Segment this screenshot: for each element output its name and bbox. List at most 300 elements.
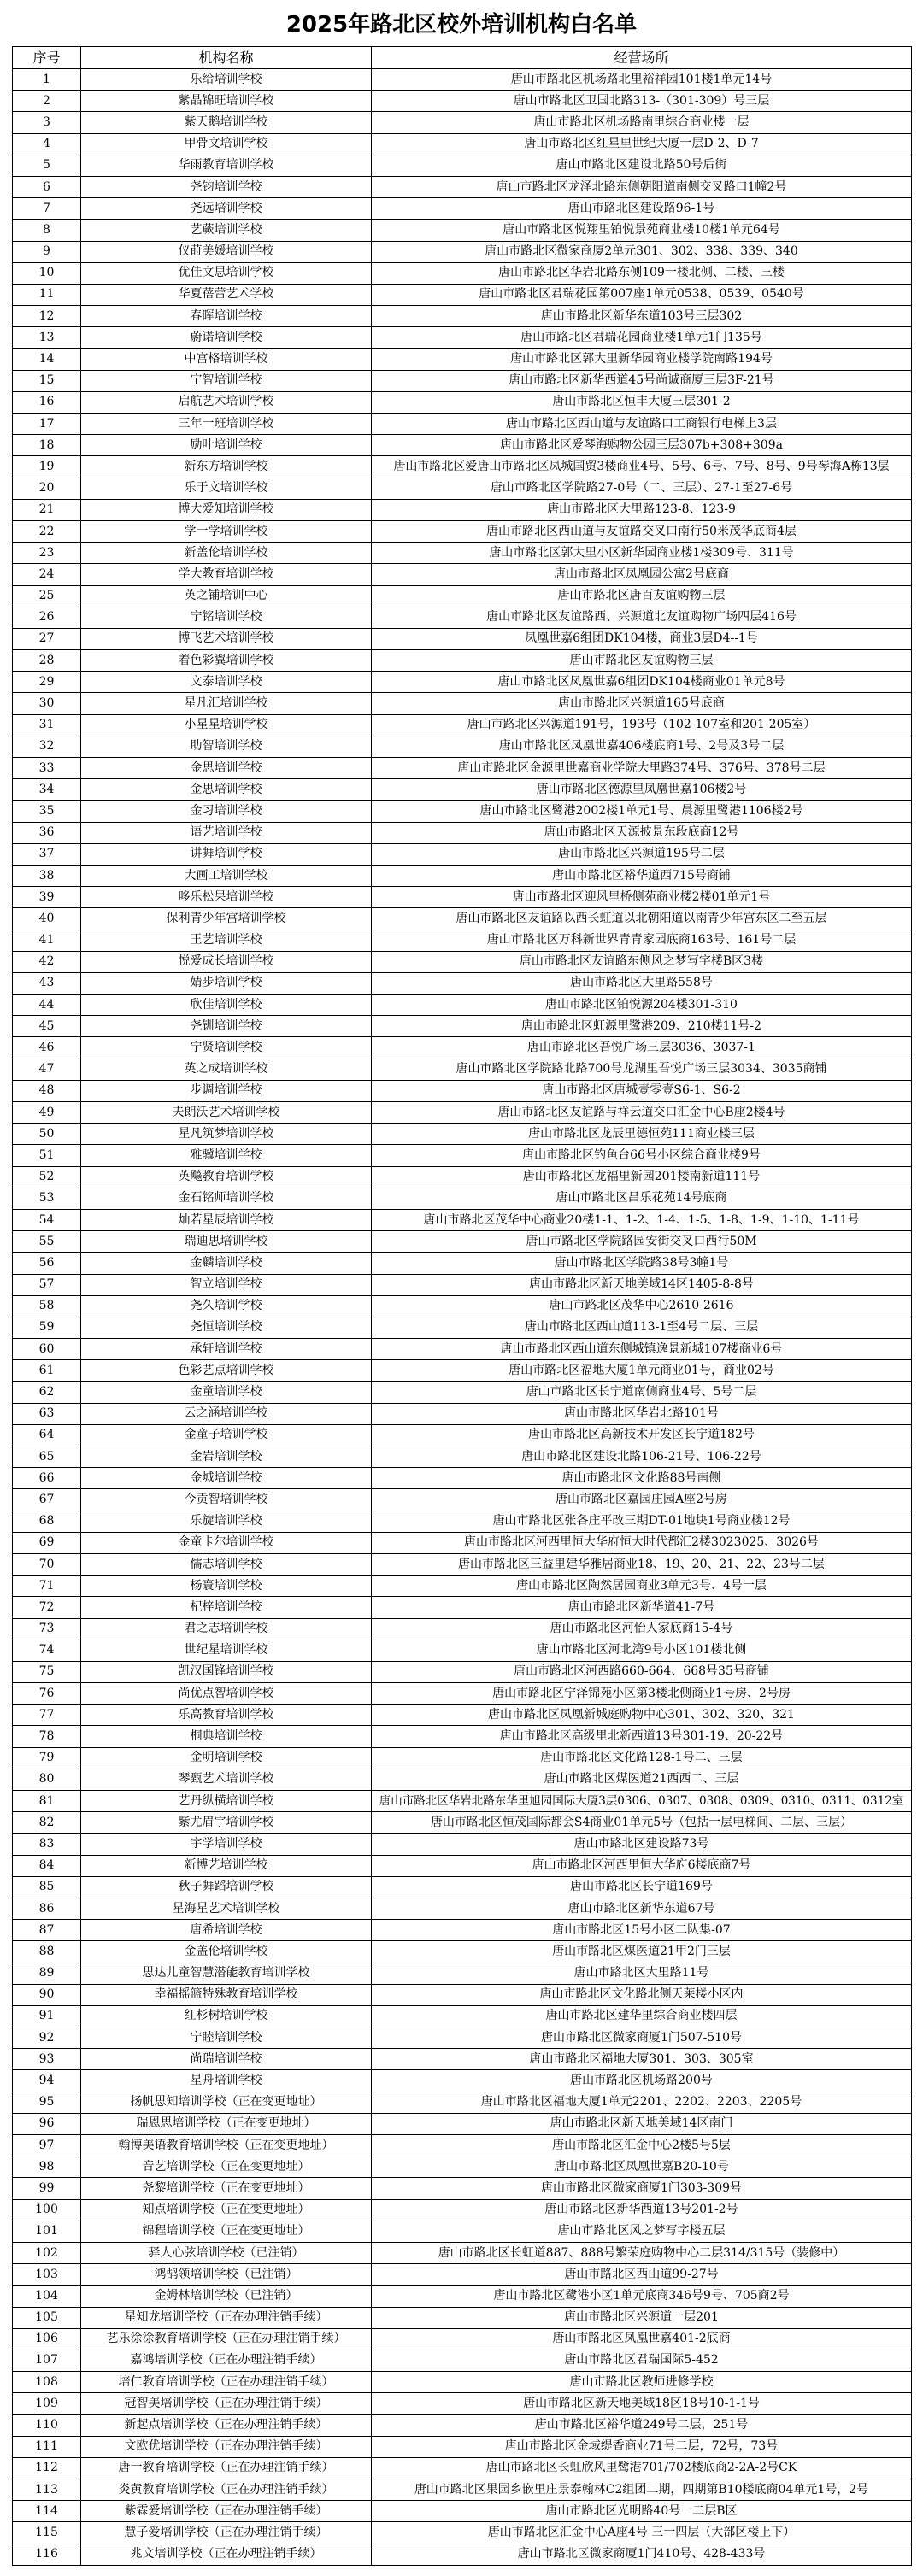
institution-name: 文泰培训学校 xyxy=(81,672,372,693)
row-number: 61 xyxy=(13,1360,81,1382)
table-row xyxy=(13,176,912,197)
table-row xyxy=(13,1403,912,1424)
institution-name: 嘉鸿培训学校（正在办理注销手续） xyxy=(81,2350,372,2371)
table-row xyxy=(13,2457,912,2479)
row-number: 12 xyxy=(13,306,81,327)
institution-name: 金城培训学校 xyxy=(81,1468,372,1489)
table-row xyxy=(13,2350,912,2371)
row-number: 22 xyxy=(13,520,81,542)
row-number: 6 xyxy=(13,176,81,197)
business-address: 唐山市路北区宁泽锦苑小区第3楼北侧商业1号房、2号房 xyxy=(372,1683,912,1705)
table-row xyxy=(13,1424,912,1446)
institution-name: 保利青少年宫培训学校 xyxy=(81,908,372,930)
institution-name: 尧钧培训学校 xyxy=(81,176,372,197)
row-number: 92 xyxy=(13,2027,81,2049)
table-row xyxy=(13,1209,912,1230)
table-row xyxy=(13,1618,912,1640)
institution-name: 炎黄教育培训学校（正在办理注销手续） xyxy=(81,2479,372,2501)
row-number: 105 xyxy=(13,2307,81,2328)
business-address: 唐山市路北区友谊路与祥云道交口汇金中心B座2楼4号 xyxy=(372,1102,912,1124)
row-number: 33 xyxy=(13,758,81,779)
business-address: 唐山市路北区万科新世界青青家园底商163号、161号二层 xyxy=(372,930,912,951)
business-address: 唐山市路北区吾悦广场三层3036、3037-1 xyxy=(372,1037,912,1059)
row-number: 99 xyxy=(13,2178,81,2199)
table-row xyxy=(13,327,912,349)
table-row xyxy=(13,1317,912,1338)
business-address: 唐山市路北区君瑞花园商业楼1单元1门135号 xyxy=(372,327,912,349)
business-address: 唐山市路北区长宁道南侧商业4号、5号二层 xyxy=(372,1382,912,1403)
table-body xyxy=(13,69,912,2566)
business-address: 唐山市路北区煤医道21西西二、三层 xyxy=(372,1769,912,1790)
row-number: 103 xyxy=(13,2264,81,2286)
row-number: 50 xyxy=(13,1124,81,1145)
row-number: 21 xyxy=(13,499,81,520)
row-number: 102 xyxy=(13,2242,81,2263)
business-address: 唐山市路北区华岩北路101号 xyxy=(372,1403,912,1424)
table-row xyxy=(13,2027,912,2049)
row-number: 106 xyxy=(13,2328,81,2350)
table-row xyxy=(13,995,912,1016)
table-row xyxy=(13,2307,912,2328)
business-address: 唐山市路北区新天地美域14区1405-8-8号 xyxy=(372,1274,912,1295)
institution-name: 乐于文培训学校 xyxy=(81,478,372,499)
table-row xyxy=(13,1553,912,1575)
institution-name: 春晖培训学校 xyxy=(81,306,372,327)
table-row xyxy=(13,1726,912,1747)
table-row xyxy=(13,2393,912,2415)
row-number: 59 xyxy=(13,1317,81,1338)
header-row xyxy=(13,47,912,69)
business-address: 唐山市路北区微家商厦1门507-510号 xyxy=(372,2027,912,2049)
table-row xyxy=(13,2415,912,2436)
table-row xyxy=(13,1059,912,1080)
table-row xyxy=(13,1963,912,1984)
business-address: 唐山市路北区新华东道103号三层302 xyxy=(372,306,912,327)
row-number: 85 xyxy=(13,1876,81,1898)
business-address: 唐山市路北区迎风里桥侧苑商业楼2楼01单元1号 xyxy=(372,887,912,908)
institution-name: 扬帆思知培训学校（正在变更地址） xyxy=(81,2092,372,2113)
row-number: 2 xyxy=(13,91,81,112)
institution-name: 尚优点智培训学校 xyxy=(81,1683,372,1705)
table-row xyxy=(13,2264,912,2286)
business-address: 唐山市路北区高新技术开发区长宁道182号 xyxy=(372,1424,912,1446)
institution-name: 语艺培训学校 xyxy=(81,822,372,843)
business-address: 唐山市路北区兴源道191号，193号（102-107室和201-205室） xyxy=(372,714,912,736)
row-number: 54 xyxy=(13,1209,81,1230)
institution-name: 翰博美语教育培训学校（正在变更地址） xyxy=(81,2135,372,2156)
business-address: 唐山市路北区机场路北里裕祥园101楼1单元14号 xyxy=(372,69,912,91)
institution-name: 琴甄艺术培训学校 xyxy=(81,1769,372,1790)
institution-name: 星海星艺术培训学校 xyxy=(81,1898,372,1919)
table-row xyxy=(13,2221,912,2242)
institution-name: 乐给培训学校 xyxy=(81,69,372,91)
business-address: 唐山市路北区爱琴海购物公园三层307b+308+309a xyxy=(372,435,912,456)
row-number: 88 xyxy=(13,1941,81,1963)
table-row xyxy=(13,972,912,994)
business-address: 唐山市路北区西山道113-1至4号二层、三层 xyxy=(372,1317,912,1338)
institution-name: 金童卡尔培训学校 xyxy=(81,1532,372,1553)
business-address: 唐山市路北区友谊路西、兴源道北友谊购物广场四层416号 xyxy=(372,607,912,628)
business-address: 唐山市路北区友谊路东侧风之梦写字楼B区3楼 xyxy=(372,951,912,972)
table-header xyxy=(13,47,912,69)
row-number: 52 xyxy=(13,1166,81,1188)
row-number: 75 xyxy=(13,1661,81,1682)
table-row xyxy=(13,908,912,930)
row-number: 74 xyxy=(13,1640,81,1661)
institution-name: 英之铺培训中心 xyxy=(81,585,372,607)
table-row xyxy=(13,1769,912,1790)
table-row xyxy=(13,1920,912,1941)
institution-name: 尧恒培训学校 xyxy=(81,1317,372,1338)
row-number: 68 xyxy=(13,1511,81,1532)
business-address: 唐山市路北区红星里世纪大厦一层D-2、D-7 xyxy=(372,133,912,155)
business-address: 唐山市路北区裕华道西715号商铺 xyxy=(372,865,912,886)
institution-name: 大画工培训学校 xyxy=(81,865,372,886)
institution-name: 鸿鹄领培训学校（已注销） xyxy=(81,2264,372,2286)
row-number: 31 xyxy=(13,714,81,736)
institution-name: 冠智美培训学校（正在办理注销手续） xyxy=(81,2393,372,2415)
table-row xyxy=(13,2092,912,2113)
institution-name: 尚瑞培训学校 xyxy=(81,2049,372,2070)
row-number: 89 xyxy=(13,1963,81,1984)
table-row xyxy=(13,1941,912,1963)
institution-name: 杞梓培训学校 xyxy=(81,1597,372,1618)
row-number: 18 xyxy=(13,435,81,456)
institution-name: 金思培训学校 xyxy=(81,779,372,801)
header-institution-name: 机构名称 xyxy=(81,47,372,69)
row-number: 32 xyxy=(13,736,81,757)
institution-name: 步调培训学校 xyxy=(81,1080,372,1101)
table-row xyxy=(13,349,912,370)
institution-name: 金童培训学校 xyxy=(81,1382,372,1403)
table-row xyxy=(13,1489,912,1511)
institution-name: 知点培训学校（正在变更地址） xyxy=(81,2199,372,2221)
table-row xyxy=(13,1791,912,1812)
business-address: 唐山市路北区煤医道21甲2门三层 xyxy=(372,1941,912,1963)
institution-name: 文欧优培训学校（正在办理注销手续） xyxy=(81,2436,372,2457)
institution-name: 新盖伦培训学校 xyxy=(81,543,372,564)
institution-name: 凯汉国锋培训学校 xyxy=(81,1661,372,1682)
row-number: 23 xyxy=(13,543,81,564)
table-row xyxy=(13,1080,912,1101)
table-row xyxy=(13,262,912,284)
business-address: 唐山市路北区学院路北路700号龙湖里吾悦广场三层3034、3035商铺 xyxy=(372,1059,912,1080)
row-number: 45 xyxy=(13,1016,81,1037)
row-number: 57 xyxy=(13,1274,81,1295)
row-number: 53 xyxy=(13,1188,81,1209)
table-row xyxy=(13,1747,912,1769)
page-title: 2025年路北区校外培训机构白名单 xyxy=(285,12,638,38)
table-row xyxy=(13,1468,912,1489)
table-row xyxy=(13,1339,912,1360)
table-row xyxy=(13,2005,912,2027)
institution-name: 杨寰培训学校 xyxy=(81,1576,372,1597)
institution-name: 三年一班培训学校 xyxy=(81,414,372,435)
business-address: 唐山市路北区三益里建华雅居商业18、19、20、21、22、23号二层 xyxy=(372,1553,912,1575)
institution-name: 金盖伦培训学校 xyxy=(81,1941,372,1963)
institution-name: 君之志培训学校 xyxy=(81,1618,372,1640)
table-row xyxy=(13,2135,912,2156)
institution-name: 红杉树培训学校 xyxy=(81,2005,372,2027)
row-number: 48 xyxy=(13,1080,81,1101)
table-row xyxy=(13,1855,912,1876)
row-number: 13 xyxy=(13,327,81,349)
table-row xyxy=(13,414,912,435)
row-number: 17 xyxy=(13,414,81,435)
table-row xyxy=(13,1984,912,2005)
business-address: 唐山市路北区凤凰世嘉401-2底商 xyxy=(372,2328,912,2350)
business-address: 唐山市路北区长虹欣风里鹭港701/702楼底商2-2A-2号CK xyxy=(372,2457,912,2479)
row-number: 72 xyxy=(13,1597,81,1618)
table-row xyxy=(13,69,912,91)
institution-name: 着色彩翼培训学校 xyxy=(81,650,372,672)
business-address: 唐山市路北区友谊购物三层 xyxy=(372,650,912,672)
institution-name: 金习培训学校 xyxy=(81,801,372,822)
row-number: 42 xyxy=(13,951,81,972)
business-address: 唐山市路北区虹源里鹭港209、210楼11号-2 xyxy=(372,1016,912,1037)
institution-name: 宁睦培训学校 xyxy=(81,2027,372,2049)
business-address: 唐山市路北区金域缇香商业71号二层，72号，73号 xyxy=(372,2436,912,2457)
institution-name: 蔚诺培训学校 xyxy=(81,327,372,349)
table-row xyxy=(13,1124,912,1145)
institution-name: 欣佳培训学校 xyxy=(81,995,372,1016)
table-row xyxy=(13,564,912,585)
business-address: 唐山市路北区教师进修学校 xyxy=(372,2372,912,2393)
business-address: 唐山市路北区新华西道13号201-2号 xyxy=(372,2199,912,2221)
table-row xyxy=(13,241,912,262)
business-address: 唐山市路北区茂华中心2610-2616 xyxy=(372,1295,912,1317)
row-number: 51 xyxy=(13,1145,81,1166)
business-address: 唐山市路北区兴源道一层201 xyxy=(372,2307,912,2328)
table-row xyxy=(13,758,912,779)
business-address: 唐山市路北区龙辰里德恒苑111商业楼三层 xyxy=(372,1124,912,1145)
business-address: 唐山市路北区龙福里新园201楼南新道111号 xyxy=(372,1166,912,1188)
row-number: 64 xyxy=(13,1424,81,1446)
institution-name: 唐希培训学校 xyxy=(81,1920,372,1941)
table-row xyxy=(13,1705,912,1726)
row-number: 8 xyxy=(13,220,81,241)
institution-name: 甲骨文培训学校 xyxy=(81,133,372,155)
table-row xyxy=(13,2199,912,2221)
business-address: 唐山市路北区凤凰新城庭购物中心301、302、320、321 xyxy=(372,1705,912,1726)
institution-name: 学一学培训学校 xyxy=(81,520,372,542)
table-row xyxy=(13,951,912,972)
institution-name: 尧钏培训学校 xyxy=(81,1016,372,1037)
institution-name: 智立培训学校 xyxy=(81,1274,372,1295)
table-row xyxy=(13,2544,912,2565)
institution-name: 宁贤培训学校 xyxy=(81,1037,372,1059)
table-row xyxy=(13,2479,912,2501)
row-number: 109 xyxy=(13,2393,81,2415)
table-row xyxy=(13,1231,912,1253)
row-number: 7 xyxy=(13,198,81,220)
business-address: 唐山市路北区凤凰园公寓2号底商 xyxy=(372,564,912,585)
table-row xyxy=(13,822,912,843)
row-number: 100 xyxy=(13,2199,81,2221)
business-address: 唐山市路北区光明路40号一二层B区 xyxy=(372,2501,912,2522)
institution-name: 唐一教育培训学校（正在办理注销手续） xyxy=(81,2457,372,2479)
institution-name: 星凡汇培训学校 xyxy=(81,693,372,714)
row-number: 111 xyxy=(13,2436,81,2457)
business-address: 唐山市路北区昌乐花苑14号底商 xyxy=(372,1188,912,1209)
row-number: 10 xyxy=(13,262,81,284)
business-address: 唐山市路北区天源披景东段底商12号 xyxy=(372,822,912,843)
institution-name: 灿若星辰培训学校 xyxy=(81,1209,372,1230)
row-number: 115 xyxy=(13,2522,81,2544)
business-address: 唐山市路北区君瑞花园第007座1单元0538、0539、0540号 xyxy=(372,284,912,305)
row-number: 82 xyxy=(13,1812,81,1834)
table-row xyxy=(13,930,912,951)
table-row xyxy=(13,1876,912,1898)
institution-name: 金石铭师培训学校 xyxy=(81,1188,372,1209)
business-address: 唐山市路北区西山道与友谊路交叉口南行50米茂华底商4层 xyxy=(372,520,912,542)
table-row xyxy=(13,1102,912,1124)
business-address: 唐山市路北区西山道东侧城镇逸景新城107楼商业6号 xyxy=(372,1339,912,1360)
institution-name: 思达儿童智慧潜能教育培训学校 xyxy=(81,1963,372,1984)
institution-name: 桐典培训学校 xyxy=(81,1726,372,1747)
institution-name: 乐旋培训学校 xyxy=(81,1511,372,1532)
business-address: 唐山市路北区嘉园庄园A座2号房 xyxy=(372,1489,912,1511)
row-number: 66 xyxy=(13,1468,81,1489)
business-address: 唐山市路北区铂悦源204楼301-310 xyxy=(372,995,912,1016)
table-row xyxy=(13,478,912,499)
row-number: 36 xyxy=(13,822,81,843)
row-number: 95 xyxy=(13,2092,81,2113)
row-number: 46 xyxy=(13,1037,81,1059)
table-row xyxy=(13,2372,912,2393)
business-address: 唐山市路北区郭大里新华园商业楼学院南路194号 xyxy=(372,349,912,370)
institution-name: 乐高教育培训学校 xyxy=(81,1705,372,1726)
business-address: 唐山市路北区汇金中心2楼5号5层 xyxy=(372,2135,912,2156)
row-number: 1 xyxy=(13,69,81,91)
institution-name: 紫霖爱培训学校（正在办理注销手续） xyxy=(81,2501,372,2522)
row-number: 97 xyxy=(13,2135,81,2156)
institution-name: 婧步培训学校 xyxy=(81,972,372,994)
table-row xyxy=(13,779,912,801)
table-row xyxy=(13,284,912,305)
row-number: 27 xyxy=(13,628,81,649)
table-row xyxy=(13,456,912,478)
institution-name: 宁智培训学校 xyxy=(81,370,372,391)
table-row xyxy=(13,435,912,456)
table-row xyxy=(13,499,912,520)
business-address: 唐山市路北区机场路200号 xyxy=(372,2070,912,2092)
institution-name: 博大爱知培训学校 xyxy=(81,499,372,520)
institution-name: 云之涵培训学校 xyxy=(81,1403,372,1424)
institution-name: 兆文培训学校（正在办理注销手续） xyxy=(81,2544,372,2565)
row-number: 20 xyxy=(13,478,81,499)
table-row xyxy=(13,1640,912,1661)
table-row xyxy=(13,1532,912,1553)
institution-name: 金岩培训学校 xyxy=(81,1446,372,1468)
table-row xyxy=(13,2436,912,2457)
row-number: 9 xyxy=(13,241,81,262)
business-address: 唐山市路北区河西里恒大华府恒大时代都汇2楼3023025、3026号 xyxy=(372,1532,912,1553)
table-row xyxy=(13,520,912,542)
business-address: 唐山市路北区兴源道195号二层 xyxy=(372,843,912,865)
business-address: 唐山市路北区金源里世嘉商业学院大里路374号、376号、378号二层 xyxy=(372,758,912,779)
table-row xyxy=(13,306,912,327)
whitelist-table xyxy=(12,46,912,2566)
business-address: 唐山市路北区陶然居园商业3单元3号、4号一层 xyxy=(372,1576,912,1597)
business-address: 唐山市路北区果园乡嵌里庄景泰翰林C2组团二期，四期第B10楼底商04单元1号，2号 xyxy=(372,2479,912,2501)
table-row xyxy=(13,370,912,391)
table-row xyxy=(13,2156,912,2178)
institution-name: 华夏蓓蕾艺术学校 xyxy=(81,284,372,305)
institution-name: 艺乐涂涂教育培训学校（正在办理注销手续） xyxy=(81,2328,372,2350)
institution-name: 助智培训学校 xyxy=(81,736,372,757)
table-row xyxy=(13,1597,912,1618)
table-row xyxy=(13,1253,912,1274)
business-address: 唐山市路北区鹭港小区1单元底商346号9号、705商2号 xyxy=(372,2286,912,2307)
business-address: 唐山市路北区学院路38号3幢1号 xyxy=(372,1253,912,1274)
business-address: 唐山市路北区高级里北新西道13号301-19、20-22号 xyxy=(372,1726,912,1747)
institution-name: 今贡智培训学校 xyxy=(81,1489,372,1511)
business-address: 凤凰世嘉6组团DK104楼，商业3层D4--1号 xyxy=(372,628,912,649)
row-number: 86 xyxy=(13,1898,81,1919)
institution-name: 励叶培训学校 xyxy=(81,435,372,456)
table-row xyxy=(13,1511,912,1532)
institution-name: 博飞艺术培训学校 xyxy=(81,628,372,649)
business-address: 唐山市路北区汇金中心A座4号 三一四层（大部区楼上下） xyxy=(372,2522,912,2544)
business-address: 唐山市路北区唐城壹零壹S6-1、S6-2 xyxy=(372,1080,912,1101)
table-row xyxy=(13,2049,912,2070)
business-address: 唐山市路北区微家商厦1门303-309号 xyxy=(372,2178,912,2199)
business-address: 唐山市路北区华岩北路东侧109一楼北侧、二楼、三楼 xyxy=(372,262,912,284)
table-row xyxy=(13,887,912,908)
institution-name: 悦爱成长培训学校 xyxy=(81,951,372,972)
business-address: 唐山市路北区龙泽北路东侧朝阳道南侧交叉路口1幢2号 xyxy=(372,176,912,197)
institution-name: 仪莳美媛培训学校 xyxy=(81,241,372,262)
table-row xyxy=(13,1295,912,1317)
row-number: 30 xyxy=(13,693,81,714)
row-number: 4 xyxy=(13,133,81,155)
business-address: 唐山市路北区福地大厦301、303、305室 xyxy=(372,2049,912,2070)
row-number: 101 xyxy=(13,2221,81,2242)
institution-name: 承轩培训学校 xyxy=(81,1339,372,1360)
institution-name: 秋子舞蹈培训学校 xyxy=(81,1876,372,1898)
business-address: 唐山市路北区新天地美域14区南门 xyxy=(372,2113,912,2134)
row-number: 15 xyxy=(13,370,81,391)
institution-name: 英飚教育培训学校 xyxy=(81,1166,372,1188)
row-number: 94 xyxy=(13,2070,81,2092)
table-row xyxy=(13,91,912,112)
row-number: 44 xyxy=(13,995,81,1016)
institution-name: 讲舞培训学校 xyxy=(81,843,372,865)
institution-name: 紫天鹅培训学校 xyxy=(81,112,372,133)
business-address: 唐山市路北区新华西道45号尚诚商厦三层3F-21号 xyxy=(372,370,912,391)
institution-name: 紫晶锦旺培训学校 xyxy=(81,91,372,112)
table-row xyxy=(13,2522,912,2544)
business-address: 唐山市路北区郭大里小区新华园商业楼1楼309号、311号 xyxy=(372,543,912,564)
row-number: 16 xyxy=(13,391,81,413)
row-number: 63 xyxy=(13,1403,81,1424)
table-row xyxy=(13,714,912,736)
table-row xyxy=(13,607,912,628)
institution-name: 星知龙培训学校（正在办理注销手续） xyxy=(81,2307,372,2328)
row-number: 78 xyxy=(13,1726,81,1747)
row-number: 91 xyxy=(13,2005,81,2027)
institution-name: 宁铭培训学校 xyxy=(81,607,372,628)
institution-name: 宇学培训学校 xyxy=(81,1834,372,1855)
business-address: 唐山市路北区河西路660-664、668号35号商铺 xyxy=(372,1661,912,1682)
row-number: 41 xyxy=(13,930,81,951)
institution-name: 锦程培训学校（正在变更地址） xyxy=(81,2221,372,2242)
row-number: 26 xyxy=(13,607,81,628)
business-address: 唐山市路北区学院路园安街交叉口西行50M xyxy=(372,1231,912,1253)
row-number: 96 xyxy=(13,2113,81,2134)
institution-name: 王艺培训学校 xyxy=(81,930,372,951)
